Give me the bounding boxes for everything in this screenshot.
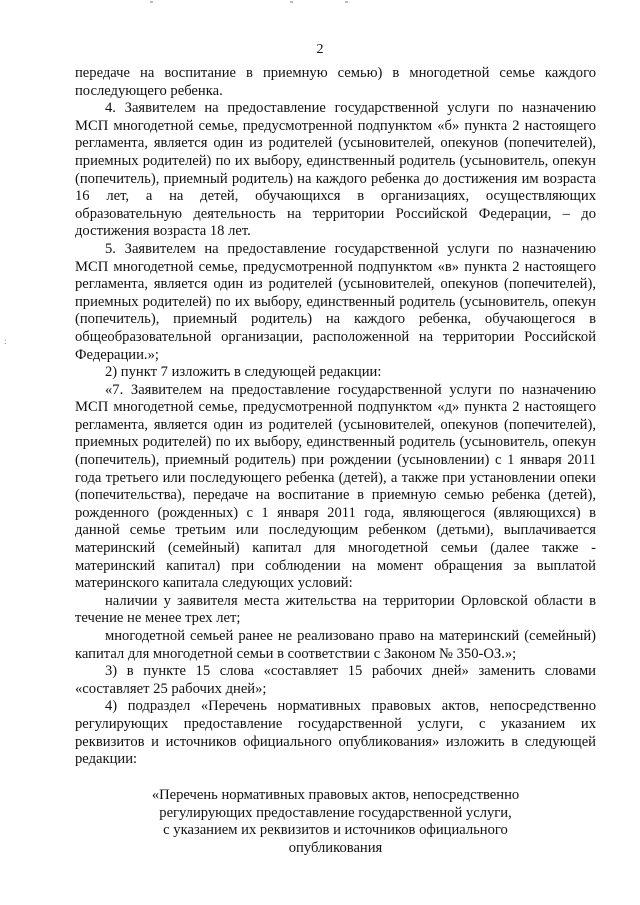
margin-mark: : [4, 336, 7, 346]
paragraph-item-7: «7. Заявителем на предоставление государственной услуги по назначению МСП многодетной семье, предусмотренной подпунктом «д» пункта 2 настоящего регламента, является один из родителей (усыновителей, опекунов (попечителей), приемных родителей) по их выбору, единственный родитель (усыновитель, опекун (попечитель), приемный родитель) при рождении (усыновлении) с 1 января 2011 года третьего или последующего ребенка (детей), а также при установлении опеки (попечительства), передаче на воспитание в приемную семью ребенка (детей), рожденного (рожденных) с 1 января 2011 года, являющегося (являющихся) в данной семье третьим или последующим ребенком (детьми), выплачивается материнский (семейный) капитал для многодетной семьи (далее также - материнский капитал) при соблюдении на момент обращения за выплатой материнского капитала следующих условий: [75, 381, 596, 592]
page-number: 2 [316, 42, 324, 57]
paragraph-condition-residence: наличии у заявителя места жительства на территории Орловской области в течение не менее трех лет; [75, 592, 596, 627]
heading-line: «Перечень нормативных правовых актов, непосредственно [151, 787, 520, 803]
heading-line: опубликования [288, 839, 383, 856]
paragraph-item-4: 4. Заявителем на предоставление государственной услуги по назначению МСП многодетной семье, предусмотренной подпунктом «б» пункта 2 настоящего регламента, является один из родителей (усыновителей, опекунов (попечителей), приемных родителей) по их выбору, единственный родитель (усыновитель, опекун (попечитель), приемный родитель) на каждого ребенка до достижения им возраста 16 лет, а на детей, обучающихся в организациях, осуществляющих образовательную деятельность на территории Российской Федерации, – до достижения возраста 18 лет. [75, 100, 596, 240]
paragraph-continuation: передаче на воспитание в приемную семью) в многодетной семье каждого последующего ребенка. [75, 65, 596, 99]
heading-line: с указанием их реквизитов и источников официального [163, 822, 508, 839]
body-text [75, 65, 596, 769]
section-heading [75, 787, 596, 857]
paragraph-condition-right: многодетной семьей ранее не реализовано право на материнский (семейный) капитал для многодетной семьи в соответствии с Законом № 350-ОЗ.»; [75, 628, 596, 662]
paragraph-amendment-2: 2) пункт 7 изложить в следующей редакции: [105, 364, 382, 381]
paragraph-amendment-4: 4) подраздел «Перечень нормативных правовых актов, непосредственно регулирующих предоставление государственной услуги, с указанием их реквизитов и источников официального опубликования» изложить в следующей редакции: [75, 698, 596, 768]
heading-line: регулирующих предоставление государственной услуги, [159, 804, 512, 821]
paragraph-item-5: 5. Заявителем на предоставление государственной услуги по назначению МСП многодетной семье, предусмотренной подпунктом «в» пункта 2 настоящего регламента, является один из родителей (усыновителей, опекунов (попечителей), приемных родителей) по их выбору, единственный родитель (усыновитель, опекун (попечитель), приемный родитель) на каждого ребенка, обучающегося в общеобразовательной организации, расположенной на территории Российской Федерации.»; [75, 240, 596, 363]
paragraph-amendment-3: 3) в пункте 15 слова «составляет 15 рабочих дней» заменить словами «составляет 25 рабочих дней»; [75, 663, 596, 697]
scan-artifact-dots [0, 0, 640, 6]
